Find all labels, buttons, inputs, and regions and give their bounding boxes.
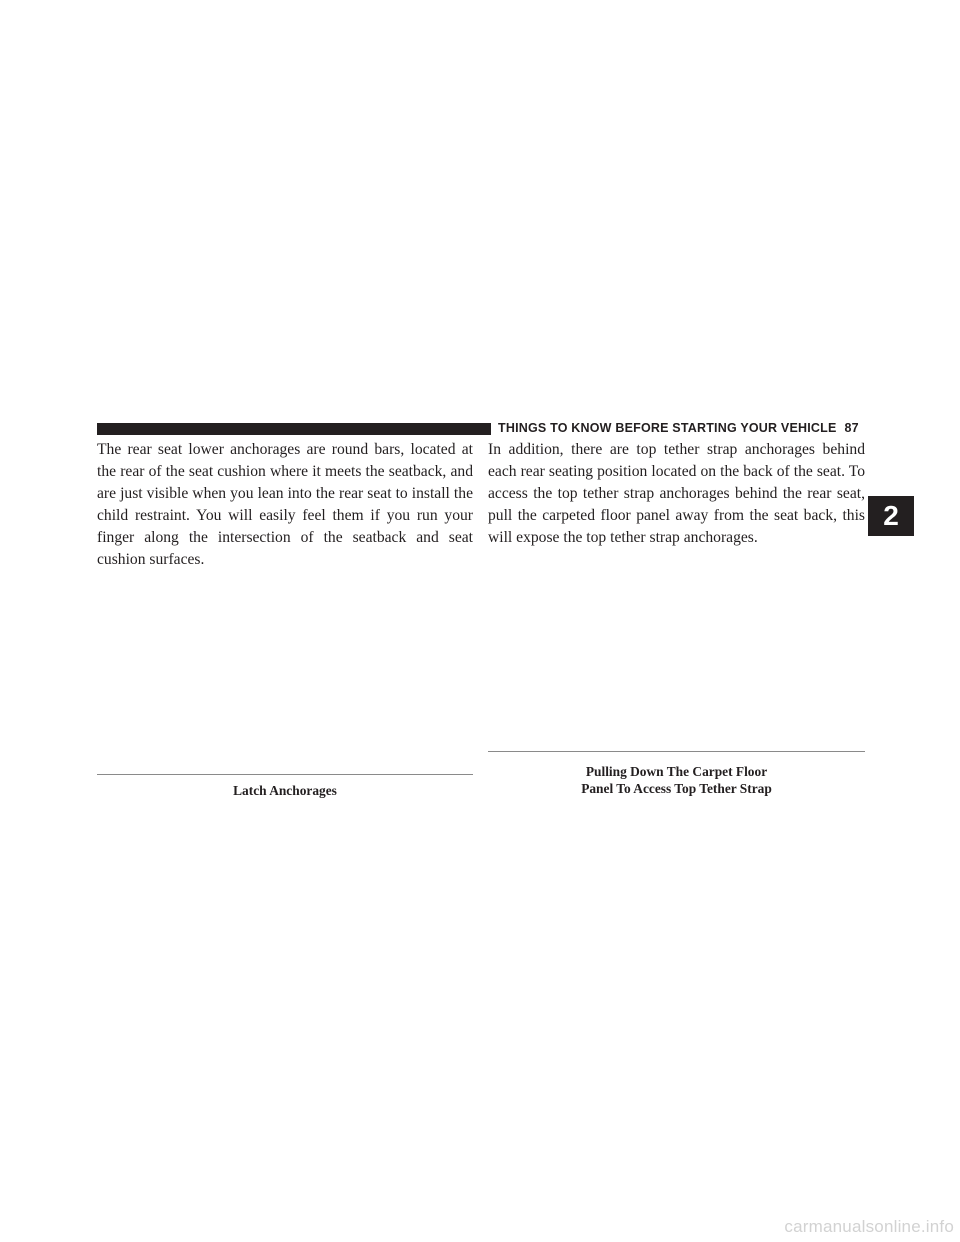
page-number: 87 <box>844 421 859 435</box>
right-paragraph: In addition, there are top tether strap anchorages behind each rear seating position located on the back of the seat. To access the top tether strap anchorages behind the rear seat, pull the carpeted floor panel away from the seat back, this will expose the top tether strap anchorages. <box>488 441 865 547</box>
chapter-tab: 2 <box>868 496 914 536</box>
watermark: carmanualsonline.info <box>784 1217 954 1236</box>
header-bar <box>97 423 491 435</box>
header-title: THINGS TO KNOW BEFORE STARTING YOUR VEHICLE <box>498 421 837 435</box>
figure-caption-carpet-floor <box>488 763 865 797</box>
left-paragraph: The rear seat lower anchorages are round bars, located at the rear of the seat cushion where it meets the seatback, and are just visible when you lean into the rear seat to install the child restraint. You will easily feel them if you run your finger along the intersection of the seatback and seat cushion surfaces. <box>97 441 473 569</box>
figure-top-rule-left <box>97 774 473 775</box>
running-header <box>498 419 859 437</box>
caption-line-2: Panel To Access Top Tether Strap <box>581 781 772 796</box>
figure-caption-latch-anchorages: Latch Anchorages <box>233 783 337 798</box>
caption-line-1: Pulling Down The Carpet Floor <box>585 764 768 779</box>
figure-top-rule-right <box>488 751 865 752</box>
